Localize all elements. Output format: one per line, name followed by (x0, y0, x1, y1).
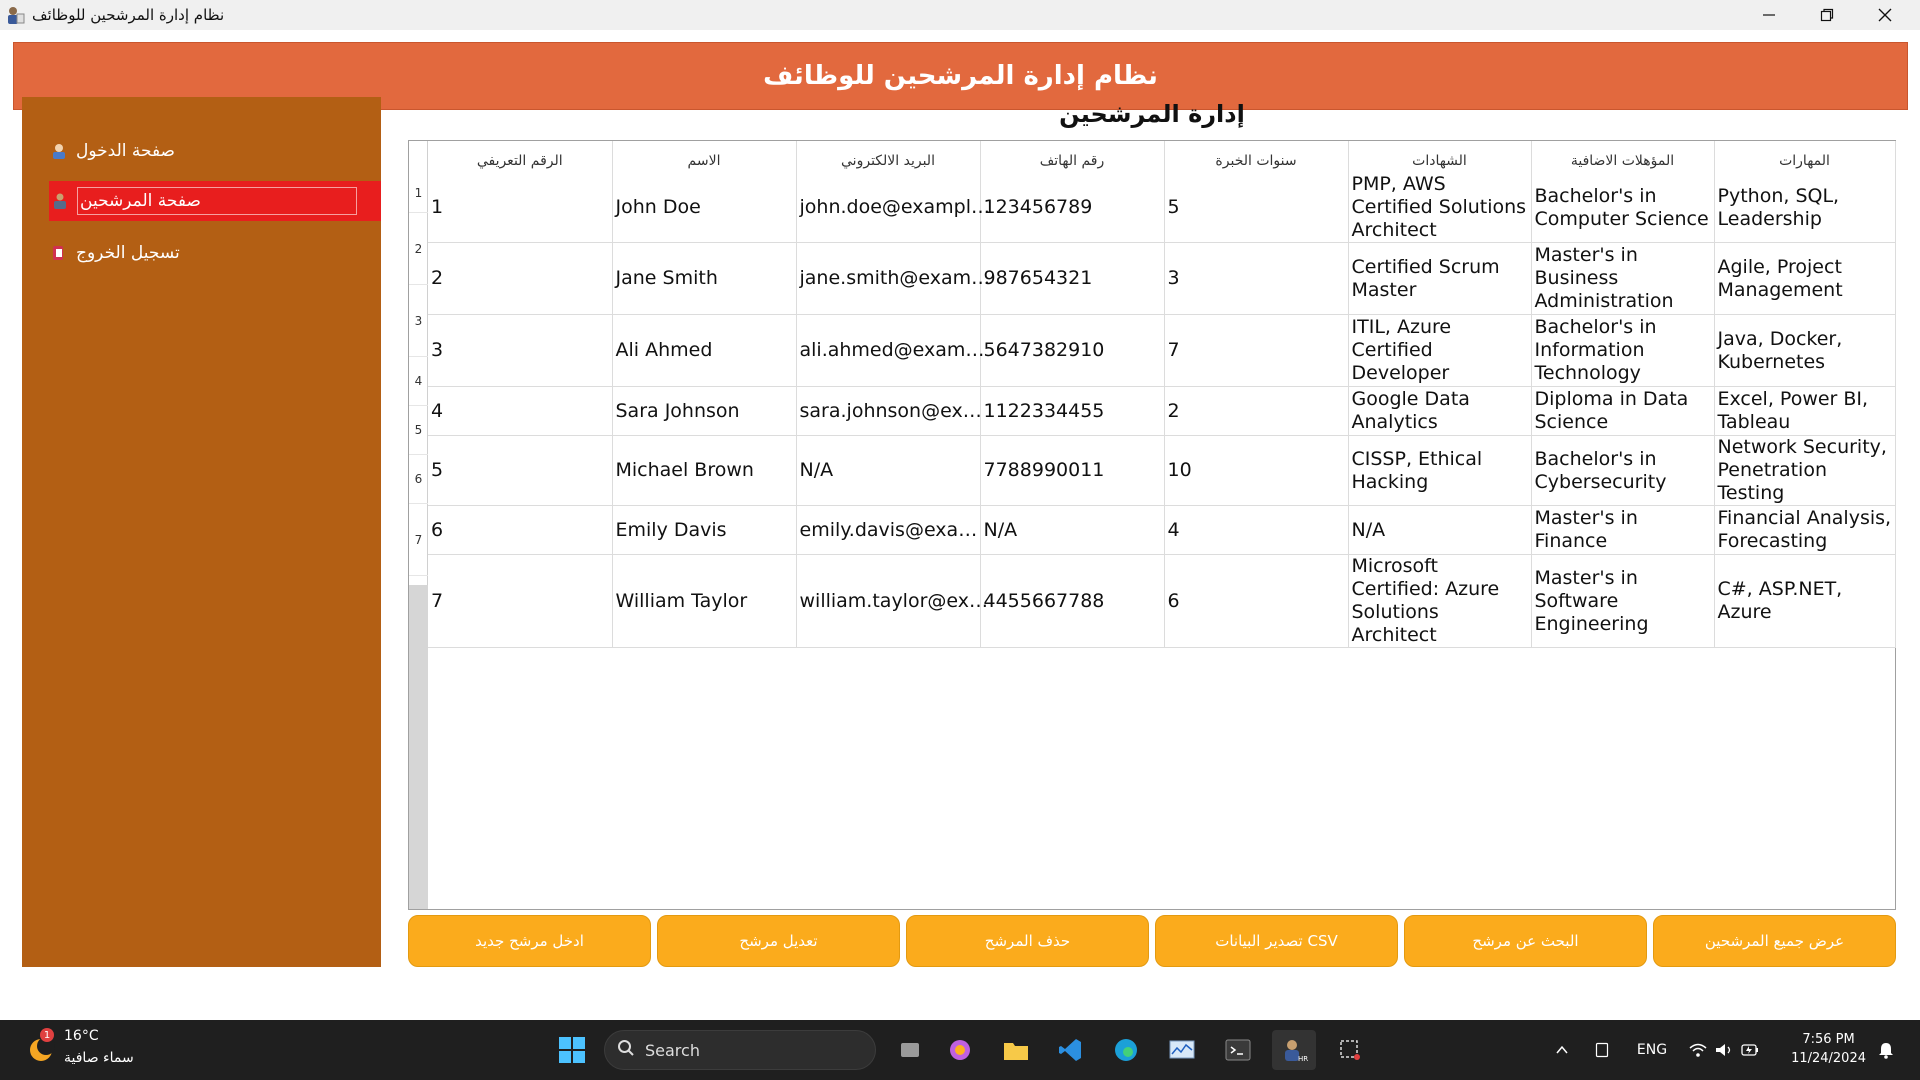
cell-email[interactable]: sara.johnson@ex… (796, 387, 980, 436)
search-placeholder: Search (645, 1040, 700, 1060)
table-row[interactable] (428, 315, 1895, 387)
volume-icon[interactable] (1712, 1030, 1736, 1070)
edit-candidate-button[interactable]: تعديل مرشح (657, 915, 900, 967)
table-header-row (428, 141, 1895, 173)
cell-phone[interactable]: N/A (980, 506, 1164, 555)
restore-icon[interactable] (1798, 0, 1856, 30)
cell-skills[interactable]: Excel, Power BI, Tableau (1714, 387, 1895, 436)
cell-email[interactable]: N/A (796, 436, 980, 506)
header-title: نظام إدارة المرشحين للوظائف (763, 61, 1158, 91)
cell-id[interactable]: 5 (428, 436, 612, 506)
task-view-icon[interactable] (890, 1030, 930, 1070)
row-number[interactable]: 7 (409, 504, 428, 576)
terminal-icon[interactable] (1218, 1030, 1258, 1070)
hr-app-icon[interactable] (1272, 1030, 1316, 1070)
cell-email[interactable]: jane.smith@exam… (796, 243, 980, 315)
taskbar (0, 1020, 1920, 1080)
cell-certifications[interactable]: CISSP, Ethical Hacking (1348, 436, 1531, 506)
search-candidate-button[interactable]: البحث عن مرشح (1404, 915, 1647, 967)
cell-certifications[interactable]: N/A (1348, 506, 1531, 555)
system-clock[interactable] (1791, 1030, 1866, 1068)
cell-experience[interactable]: 4 (1164, 506, 1348, 555)
export-csv-button[interactable]: تصدير البيانات CSV (1155, 915, 1398, 967)
wifi-icon[interactable] (1686, 1030, 1710, 1070)
cell-phone[interactable]: 7788990011 (980, 436, 1164, 506)
row-number[interactable]: 2 (409, 213, 428, 285)
cell-name[interactable]: John Doe (612, 173, 796, 243)
svg-text:HR: HR (1298, 1055, 1309, 1063)
close-icon[interactable] (1856, 0, 1914, 30)
sidebar-item-login[interactable] (48, 131, 175, 171)
table-row[interactable] (428, 243, 1895, 315)
logout-icon (48, 242, 70, 264)
sidebar-item-label: تسجيل الخروج (76, 243, 180, 263)
cell-experience[interactable]: 2 (1164, 387, 1348, 436)
cell-name[interactable]: Sara Johnson (612, 387, 796, 436)
cell-qualifications[interactable]: Bachelor's in Computer Science (1531, 173, 1714, 243)
cell-name[interactable]: Michael Brown (612, 436, 796, 506)
column-header-email[interactable]: البريد الالكتروني (796, 141, 980, 173)
cell-certifications[interactable]: Google Data Analytics (1348, 387, 1531, 436)
login-icon (48, 140, 70, 162)
sidebar-item-logout[interactable] (48, 233, 180, 273)
cell-id[interactable]: 2 (428, 243, 612, 315)
cell-name[interactable]: William Taylor (612, 555, 796, 648)
cell-experience[interactable]: 6 (1164, 555, 1348, 648)
weather-description[interactable]: سماء صافية (64, 1050, 134, 1066)
candidates-icon (49, 190, 71, 212)
cell-name[interactable]: Emily Davis (612, 506, 796, 555)
search-icon (617, 1039, 635, 1061)
cell-qualifications[interactable]: Bachelor's in Information Technology (1531, 315, 1714, 387)
candidates-table[interactable] (408, 140, 1896, 910)
copilot-icon[interactable] (940, 1030, 980, 1070)
cell-skills[interactable]: Financial Analysis, Forecasting (1714, 506, 1895, 555)
cell-id[interactable]: 6 (428, 506, 612, 555)
column-header-skills[interactable]: المهارات (1714, 141, 1895, 173)
file-explorer-icon[interactable] (996, 1030, 1036, 1070)
column-header-experience[interactable]: سنوات الخبرة (1164, 141, 1348, 173)
sidebar-item-label: صفحة الدخول (76, 141, 175, 161)
column-header-certifications[interactable]: الشهادات (1348, 141, 1531, 173)
tablet-icon[interactable] (1590, 1030, 1614, 1070)
row-number[interactable]: 5 (409, 406, 428, 455)
sidebar-item-label: صفحة المرشحين (77, 187, 357, 215)
clock-time: 7:56 PM (1802, 1032, 1855, 1047)
cell-phone[interactable]: 123456789 (980, 173, 1164, 243)
cell-qualifications[interactable]: Master's in Business Administration (1531, 243, 1714, 315)
cell-certifications[interactable]: PMP, AWS Certified Solutions Architect (1348, 173, 1531, 243)
cell-skills[interactable]: Python, SQL, Leadership (1714, 173, 1895, 243)
column-header-qualifications[interactable]: المؤهلات الاضافية (1531, 141, 1714, 173)
cell-experience[interactable]: 10 (1164, 436, 1348, 506)
cell-phone[interactable]: 987654321 (980, 243, 1164, 315)
weather-temperature[interactable]: 16°C (64, 1028, 99, 1044)
cell-phone[interactable]: 5647382910 (980, 315, 1164, 387)
minimize-icon[interactable] (1740, 0, 1798, 30)
row-number[interactable]: 6 (409, 455, 428, 504)
app-icon (4, 4, 26, 26)
cell-email[interactable]: ali.ahmed@exam… (796, 315, 980, 387)
taskbar-search[interactable] (604, 1030, 876, 1070)
notification-bell-icon[interactable] (1874, 1030, 1898, 1070)
sidebar (22, 97, 381, 967)
column-header-id[interactable]: الرقم التعريفي (428, 141, 612, 173)
row-number[interactable]: 3 (409, 285, 428, 357)
window-title: نظام إدارة المرشحين للوظائف (32, 6, 225, 24)
page-title: إدارة المرشحين (1059, 100, 1245, 128)
cell-skills[interactable]: Network Security, Penetration Testing (1714, 436, 1895, 506)
table-row[interactable] (428, 555, 1895, 648)
snipping-tool-icon[interactable] (1330, 1030, 1370, 1070)
cell-id[interactable]: 1 (428, 173, 612, 243)
language-indicator[interactable]: ENG (1636, 1042, 1668, 1058)
cell-phone[interactable]: 4455667788 (980, 555, 1164, 648)
cell-certifications[interactable]: Microsoft Certified: Azure Solutions Architect (1348, 555, 1531, 648)
add-candidate-button[interactable]: ادخل مرشح جديد (408, 915, 651, 967)
show-all-candidates-button[interactable]: عرض جميع المرشحين (1653, 915, 1896, 967)
cell-experience[interactable]: 3 (1164, 243, 1348, 315)
row-number[interactable]: 1 (409, 173, 428, 213)
table-row[interactable] (428, 173, 1895, 243)
cell-phone[interactable]: 1122334455 (980, 387, 1164, 436)
data-table[interactable] (428, 141, 1896, 648)
clock-date: 11/24/2024 (1791, 1051, 1866, 1066)
cell-experience[interactable]: 5 (1164, 173, 1348, 243)
cell-qualifications[interactable]: Master's in Software Engineering (1531, 555, 1714, 648)
cell-qualifications[interactable]: Bachelor's in Cybersecurity (1531, 436, 1714, 506)
battery-icon[interactable] (1738, 1030, 1762, 1070)
table-row[interactable] (428, 506, 1895, 555)
column-header-name[interactable]: الاسم (612, 141, 796, 173)
sidebar-item-candidates[interactable] (49, 181, 381, 221)
cell-skills[interactable]: C#, ASP.NET, Azure (1714, 555, 1895, 648)
column-header-phone[interactable]: رقم الهاتف (980, 141, 1164, 173)
start-icon[interactable] (552, 1030, 592, 1070)
cell-skills[interactable]: Java, Docker, Kubernetes (1714, 315, 1895, 387)
cell-skills[interactable]: Agile, Project Management (1714, 243, 1895, 315)
performance-monitor-icon[interactable] (1162, 1030, 1202, 1070)
cell-email[interactable]: emily.davis@exa… (796, 506, 980, 555)
cell-certifications[interactable]: Certified Scrum Master (1348, 243, 1531, 315)
cell-id[interactable]: 3 (428, 315, 612, 387)
cell-qualifications[interactable]: Master's in Finance (1531, 506, 1714, 555)
cell-qualifications[interactable]: Diploma in Data Science (1531, 387, 1714, 436)
row-number[interactable]: 4 (409, 357, 428, 406)
window-title-bar (0, 0, 1920, 30)
cell-email[interactable]: william.taylor@ex… (796, 555, 980, 648)
vscode-icon[interactable] (1050, 1030, 1090, 1070)
table-row[interactable] (428, 387, 1895, 436)
table-row[interactable] (428, 436, 1895, 506)
cell-id[interactable]: 4 (428, 387, 612, 436)
cell-email[interactable]: john.doe@exampl… (796, 173, 980, 243)
row-numbers (409, 173, 428, 576)
cell-id[interactable]: 7 (428, 555, 612, 648)
weather-badge: 1 (40, 1028, 54, 1042)
cell-experience[interactable]: 7 (1164, 315, 1348, 387)
chevron-up-icon[interactable] (1548, 1030, 1576, 1070)
edge-icon[interactable] (1106, 1030, 1146, 1070)
cell-certifications[interactable]: ITIL, Azure Certified Developer (1348, 315, 1531, 387)
cell-name[interactable]: Ali Ahmed (612, 315, 796, 387)
delete-candidate-button[interactable]: حذف المرشح (906, 915, 1149, 967)
cell-name[interactable]: Jane Smith (612, 243, 796, 315)
